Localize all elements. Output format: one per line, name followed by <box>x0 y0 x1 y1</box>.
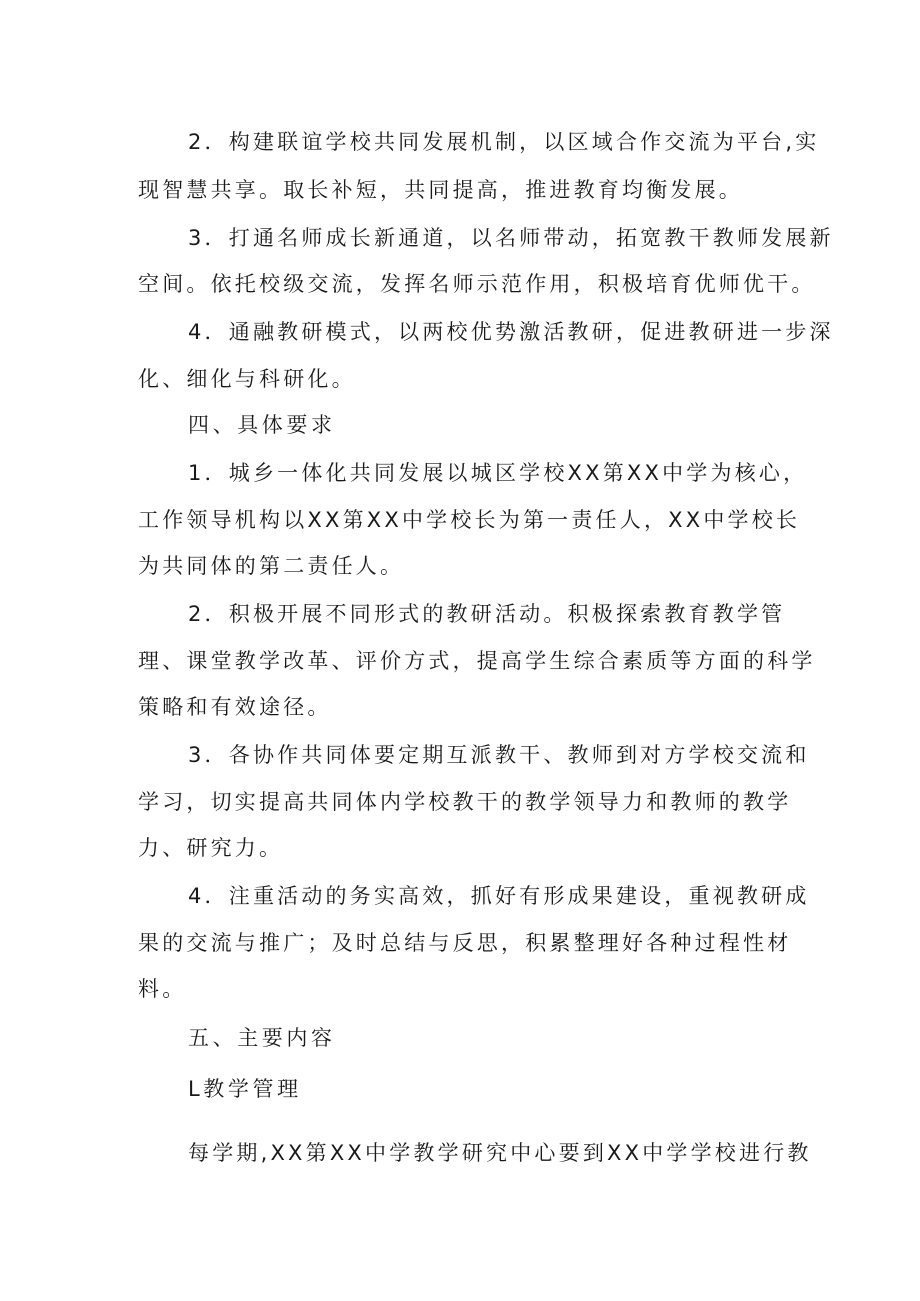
item-3-line-1: 3．打通名师成长新通道，以名师带动，拓宽教干教师发展新 <box>188 226 834 250</box>
item-4-line-2: 化、细化与科研化。 <box>138 367 356 391</box>
section-5-heading: 五、主要内容 <box>188 1026 336 1050</box>
item-2-line-1: 2．构建联谊学校共同发展机制，以区域合作交流为平台,实 <box>188 130 820 154</box>
item-2-line-2: 现智慧共享。取长补短，共同提高，推进教育均衡发展。 <box>138 178 743 202</box>
requirement-4-line-2: 果的交流与推广；及时总结与反思，积累整理好各种过程性材 <box>138 931 792 955</box>
requirement-1-line-1: 1．城乡一体化共同发展以城区学校XX第XX中学为核心， <box>188 461 808 485</box>
subsection-1-heading: L教学管理 <box>188 1077 302 1101</box>
requirement-3-line-1: 3．各协作共同体要定期互派教干、教师到对方学校交流和 <box>188 743 810 767</box>
paragraph-line-1: 每学期,XX第XX中学教学研究中心要到XX中学学校进行教 <box>188 1141 812 1165</box>
requirement-3-line-3: 力、研究力。 <box>138 836 284 860</box>
requirement-2-line-2: 理、课堂教学改革、评价方式，提高学生综合素质等方面的科学 <box>138 649 816 673</box>
requirement-3-line-2: 学习，切实提高共同体内学校教干的教学领导力和教师的教学 <box>138 790 792 814</box>
requirement-2-line-1: 2．积极开展不同形式的教研活动。积极探索教育教学管 <box>188 602 786 626</box>
requirement-4-line-1: 4．注重活动的务实高效，抓好有形成果建设，重视教研成 <box>188 884 810 908</box>
section-4-heading: 四、具体要求 <box>188 413 336 437</box>
item-4-line-1: 4．通融教研模式，以两校优势激活教研，促进教研进一步深 <box>188 320 834 344</box>
item-3-line-2: 空间。依托校级交流，发挥名师示范作用，积极培育优师优干。 <box>138 272 816 296</box>
requirement-4-line-3: 料。 <box>138 977 187 1001</box>
requirement-2-line-3: 策略和有效途径。 <box>138 695 332 719</box>
requirement-1-line-2: 工作领导机构以XX第XX中学校长为第一责任人，XX中学校长 <box>138 508 801 532</box>
requirement-1-line-3: 为共同体的第二责任人。 <box>138 554 405 578</box>
